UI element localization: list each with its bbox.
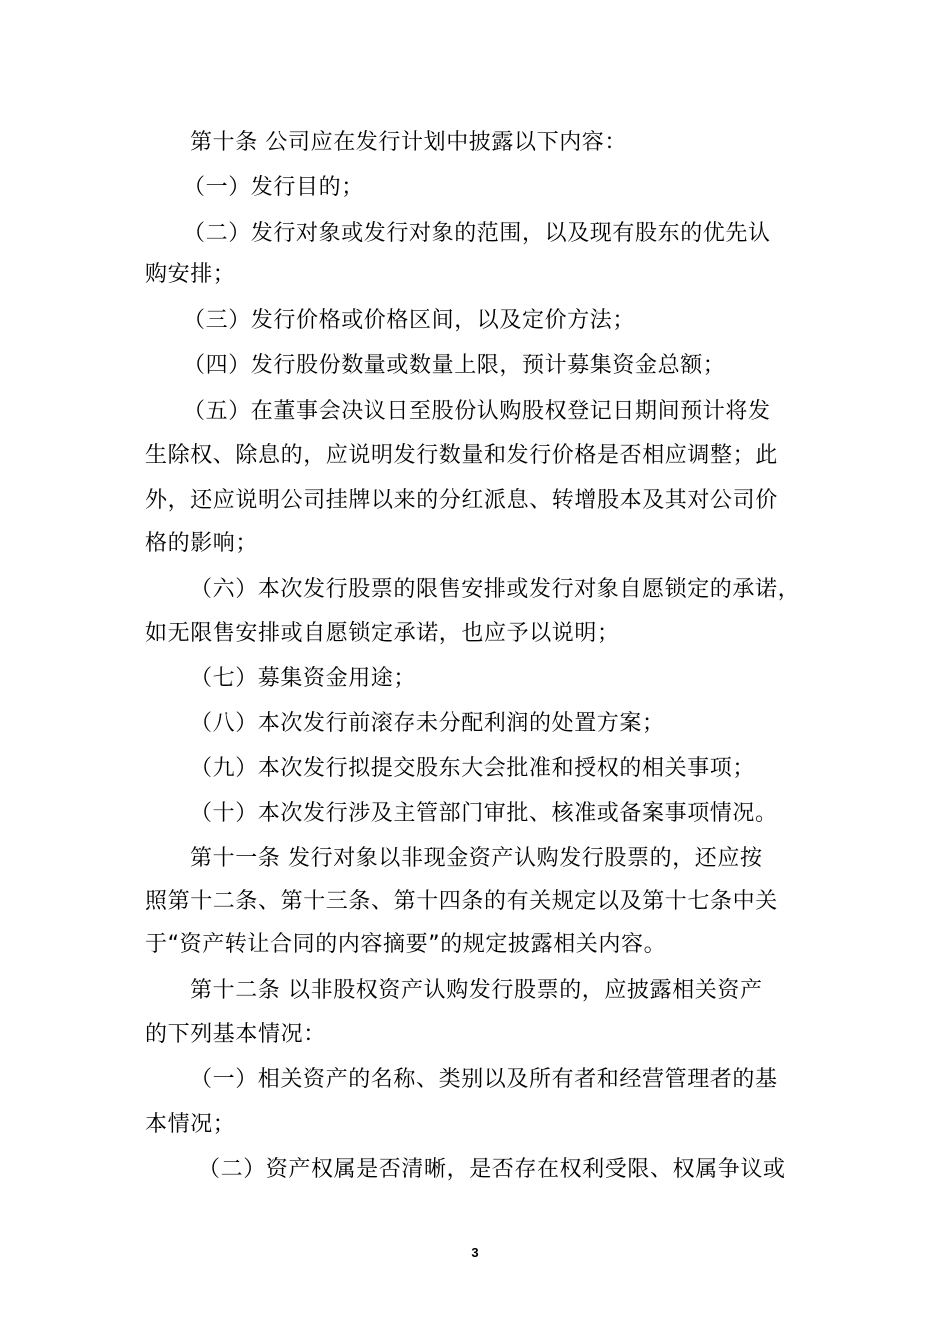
article-10-item-7: （七）募集资金用途； [190, 666, 417, 691]
article-10-item-2-line-1: （二）发行对象或发行对象的范围，以及现有股东的优先认 [183, 221, 771, 246]
article-10-item-5-line-1: （五）在董事会决议日至股份认购股权登记日期间预计将发 [183, 399, 771, 424]
article-10-item-5-line-4: 格的影响； [145, 531, 259, 556]
article-10-item-5-line-2: 生除权、除息的，应说明发行数量和发行价格是否相应调整；此 [145, 443, 778, 468]
article-10-item-10: （十）本次发行涉及主管部门审批、核准或备案事项情况。 [190, 801, 778, 826]
article-10-item-6-line-2: 如无限售安排或自愿锁定承诺，也应予以说明； [145, 621, 620, 646]
article-11-line-1: 第十一条 发行对象以非现金资产认购发行股票的，还应按 [190, 846, 763, 871]
article-10-item-6-line-1: （六）本次发行股票的限售安排或发行对象自愿锁定的承诺， [190, 577, 801, 602]
article-10-item-8: （八）本次发行前滚存未分配利润的处置方案； [190, 711, 665, 736]
article-11-line-2: 照第十二条、第十三条、第十四条的有关规定以及第十七条中关 [145, 889, 778, 914]
article-12-item-1-line-2: 本情况； [145, 1112, 236, 1137]
article-12-line-2: 的下列基本情况： [145, 1022, 326, 1047]
article-10-item-4: （四）发行股份数量或数量上限，预计募集资金总额； [183, 353, 726, 378]
article-10-item-9: （九）本次发行拟提交股东大会批准和授权的相关事项； [190, 756, 756, 781]
article-11-line-3: 于“资产转让合同的内容摘要”的规定披露相关内容。 [145, 932, 667, 957]
article-10-item-2-line-2: 购安排； [145, 262, 236, 287]
article-12-item-2-line-1: （二）资产权属是否清晰，是否存在权利受限、权属争议或 [198, 1157, 786, 1182]
page-number: 3 [471, 1245, 479, 1260]
article-10-heading: 第十条 公司应在发行计划中披露以下内容： [190, 130, 627, 155]
article-12-item-1-line-1: （一）相关资产的名称、类别以及所有者和经营管理者的基 [190, 1067, 778, 1092]
article-12-line-1: 第十二条 以非股权资产认购发行股票的，应披露相关资产 [190, 978, 763, 1003]
article-10-item-3: （三）发行价格或价格区间，以及定价方法； [183, 308, 636, 333]
article-10-item-5-line-3: 外，还应说明公司挂牌以来的分红派息、转增股本及其对公司价 [145, 488, 778, 513]
article-10-item-1: （一）发行目的； [183, 175, 364, 200]
